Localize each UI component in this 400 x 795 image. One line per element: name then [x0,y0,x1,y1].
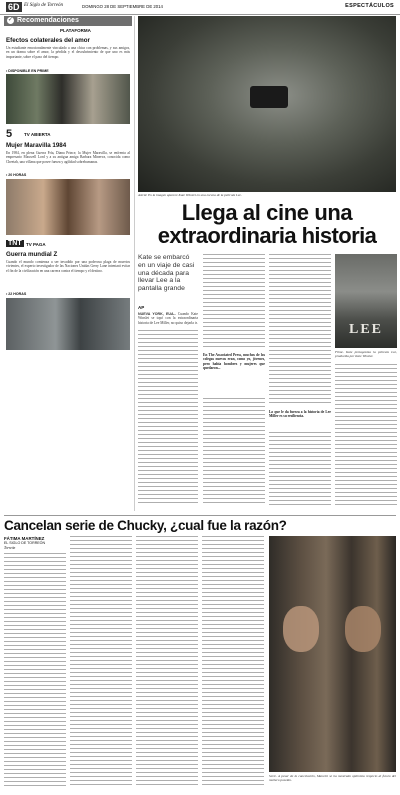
page-date: DOMINGO 28 DE SEPTIEMBRE DE 2014 [82,3,163,9]
platform-label: PLATAFORMA [60,28,91,33]
body-text-col2 [203,254,265,350]
dateline: NUEVA YORK, EUA.- [138,312,176,316]
newspaper-name: El Siglo de Torreón [24,3,63,8]
pull-quote-2: Lo que le da fuerza a la historia de Lee Miller es su resiliencia. [269,410,331,419]
item1-still-image [6,74,130,124]
item3-body: Cuando el mundo comienza a ser invadido por una poderosa plaga de muertos vivientes, el experto investigador de las Naciones Unidas Gerry Lane intentará evitar el fin de la civilización en una carrera contra el tiempo y el destino. [6,260,130,273]
body-text-col2b [203,398,265,505]
main-headline [138,201,396,247]
item3-title: Guerra mundial Z [6,251,58,258]
body-text-col1 [138,330,198,505]
lee-poster-title: LEE [348,322,383,337]
item3-availability: • 22 HORAS [6,292,27,296]
item2-availability: • 20 HORAS [6,173,27,177]
item3-still-image [6,298,130,350]
item3-platform: TV PAGA [26,242,46,247]
article-byline: AP [138,305,145,310]
bottom-text-col2 [70,536,132,788]
item1-body: Un estudiante emocionalmente vinculado a una chica con problemas, y sus amigos, en un drama sobre el amor, la pérdida y el descubrimiento de que uno es más importante, sobre el paso del tiempo. [6,46,130,59]
article-deck: Kate se embarcó en un viaje de casi una década para llevar Lee a la pantalla grande [138,254,195,293]
headline-line-2: extraordinaria historia [157,223,377,248]
lede-text: Cuando Kate Winslet se topó con la extraordinaria historia de Lee Miller, no quiso dejarla ir. [138,312,198,325]
bottom-author: FÁTIMA MARTÍNEZ [4,536,45,541]
bottom-text-col1 [4,553,66,788]
item2-still-image [6,179,130,235]
main-photo-caption: Astrid. En la imagen aparece Kate Winslet en una escena de la película Lee. [138,193,242,197]
item1-title: Efectos colaterales del amor [6,37,90,44]
chucky-photo-caption: Serie. A pesar de la cancelación, Mancini se ha mostrado optimista respecto al futuro del muñeco poseído. [269,774,396,783]
bottom-author-org: EL SIGLO DE TORREÓN [4,541,46,545]
column-divider [134,16,135,511]
bottom-text-col3 [136,536,198,788]
item2-platform: TV ABIERTA [24,132,51,137]
body-text-col3 [269,254,331,404]
recommendations-icon: ✓ [7,17,14,23]
body-text-col4 [335,364,397,505]
page-header [0,0,400,15]
bottom-text-col4 [202,536,264,788]
item2-body: En 1984, en plena Guerra Fría, Diana Prince, la Mujer Maravilla, se enfrenta al empresario Maxwell Lord y a su antigua amiga Barbara Minerva, conocida como Cheetah, una villana que posee fuerza y agilidad sobrehumanas. [6,151,130,164]
sidebar-title: Recomendaciones [17,17,79,24]
section-name: ESPECTÁCULOS [345,2,394,9]
chucky-face-left [283,606,319,652]
sidebar-title-bar [4,16,132,26]
channel-5-logo: 5 [6,128,13,140]
page-number: 6D [8,2,20,12]
main-photo [138,16,396,192]
headline-line-1: Llega al cine una [181,200,353,225]
bottom-divider [4,515,396,516]
tnt-logo: TNT [8,240,22,247]
item2-title: Mujer Maravilla 1984 [6,142,67,149]
pull-quote-1: En The Associated Press, muchos de los colegas nuevos eran, como yo, jóvenes, pero había hombres y mujeres que quedaron... [203,353,265,370]
side-photo-caption: Filme. Kate protagoniza la película Lee, producida por Kate Winslet. [335,350,397,359]
chucky-face-right [345,606,381,652]
item1-availability: • DISPONIBLE EN PRIME [6,69,49,73]
bottom-headline: Cancelan serie de Chucky, ¿cual fue la razón? [4,518,287,533]
article-lede [138,312,198,325]
recommendations-sidebar [4,16,132,521]
bottom-city: Torreón [4,546,16,550]
body-text-col3b [269,432,331,505]
camera-shape [250,86,288,108]
prime-logo [6,27,50,35]
side-photo-lee [335,254,397,348]
chucky-photo [269,536,396,772]
